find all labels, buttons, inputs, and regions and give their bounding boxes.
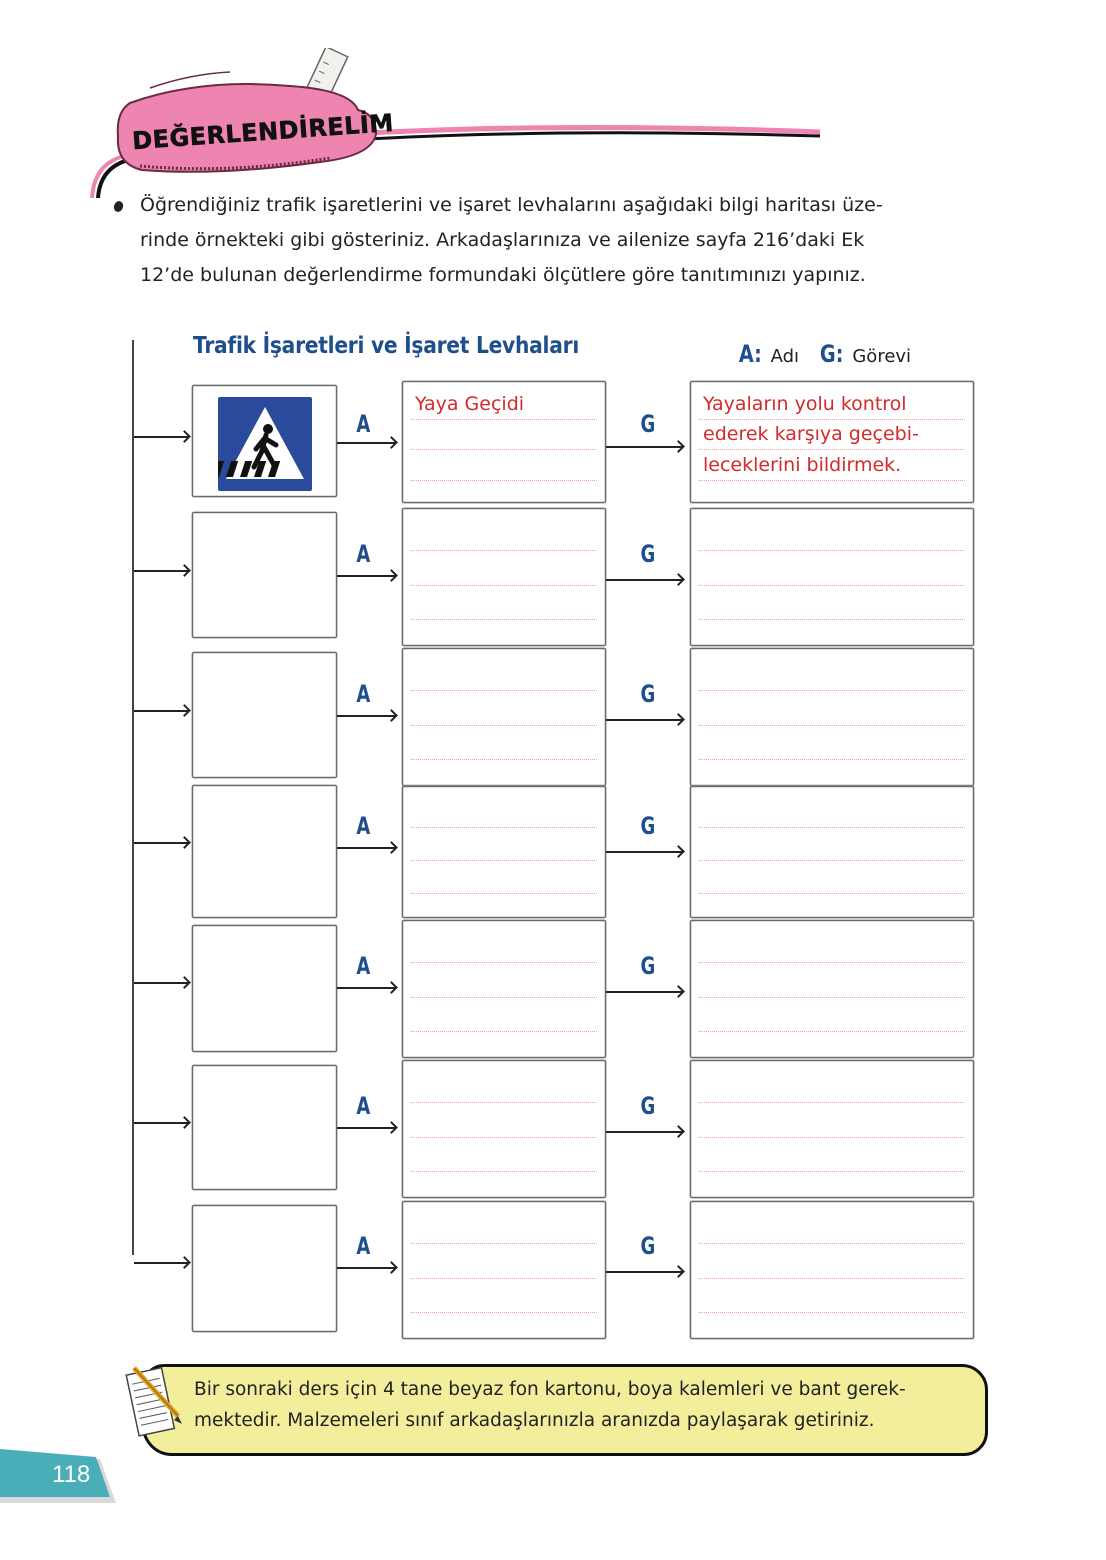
sign-image-box[interactable] bbox=[192, 1205, 337, 1332]
sign-name-field[interactable] bbox=[402, 381, 606, 503]
writing-rule bbox=[699, 585, 965, 586]
arrowhead-icon bbox=[385, 436, 398, 449]
writing-rule bbox=[411, 1243, 597, 1244]
name-marker: A bbox=[356, 680, 371, 708]
name-marker: A bbox=[356, 410, 371, 438]
arrowhead-icon bbox=[385, 1121, 398, 1134]
sign-name-field[interactable] bbox=[402, 786, 606, 918]
writing-rule bbox=[699, 1278, 965, 1279]
sign-duty-field[interactable] bbox=[690, 508, 974, 646]
note-text bbox=[194, 1374, 984, 1436]
duty-marker: G bbox=[640, 952, 656, 980]
writing-rule bbox=[411, 827, 597, 828]
name-marker: A bbox=[356, 952, 371, 980]
writing-rule bbox=[699, 1171, 965, 1172]
instruction-line-3: 12’de bulunan değerlendirme formundaki ölçütlere göre tanıtımınızı yapınız. bbox=[140, 264, 866, 286]
writing-rule bbox=[699, 480, 965, 481]
sign-name-field[interactable] bbox=[402, 1060, 606, 1198]
name-marker: A bbox=[356, 1232, 371, 1260]
writing-rule bbox=[699, 725, 965, 726]
writing-rule bbox=[411, 619, 597, 620]
instruction-line-1: Öğrendiğiniz trafik işaretlerini ve işaret levhalarını aşağıdaki bilgi haritası üze- bbox=[140, 194, 883, 216]
legend bbox=[736, 340, 923, 368]
duty-arrow-line bbox=[606, 446, 682, 448]
duty-marker: G bbox=[640, 1232, 656, 1260]
sign-duty-field[interactable] bbox=[690, 648, 974, 786]
writing-rule bbox=[411, 962, 597, 963]
sign-duty-answer-line: leceklerini bildirmek. bbox=[703, 454, 902, 476]
sign-name-field[interactable] bbox=[402, 648, 606, 786]
duty-arrow-line bbox=[606, 851, 682, 853]
name-marker: A bbox=[356, 540, 371, 568]
writing-rule bbox=[411, 690, 597, 691]
sign-image-box[interactable] bbox=[192, 385, 337, 497]
arrowhead-icon bbox=[385, 709, 398, 722]
arrowhead-icon bbox=[672, 845, 685, 858]
sign-image-box[interactable] bbox=[192, 512, 337, 638]
writing-rule bbox=[411, 550, 597, 551]
arrowhead-icon bbox=[672, 440, 685, 453]
duty-marker: G bbox=[640, 680, 656, 708]
writing-rule bbox=[411, 893, 597, 894]
writing-rule bbox=[411, 725, 597, 726]
writing-rule bbox=[699, 759, 965, 760]
arrowhead-icon bbox=[672, 713, 685, 726]
writing-rule bbox=[411, 1171, 597, 1172]
sign-name-answer: Yaya Geçidi bbox=[415, 393, 525, 415]
section-title: DEĞERLENDİRELİM bbox=[131, 108, 395, 156]
writing-rule bbox=[699, 619, 965, 620]
legend-key-duty: G: bbox=[819, 340, 844, 368]
writing-rule bbox=[699, 962, 965, 963]
duty-arrow-line bbox=[606, 579, 682, 581]
duty-arrow-line bbox=[606, 719, 682, 721]
arrowhead-icon bbox=[385, 1261, 398, 1274]
arrowhead-icon bbox=[178, 1116, 191, 1129]
sign-name-field[interactable] bbox=[402, 1201, 606, 1339]
writing-rule bbox=[411, 449, 597, 450]
arrowhead-icon bbox=[178, 1256, 191, 1269]
arrowhead-icon bbox=[178, 564, 191, 577]
writing-rule bbox=[411, 759, 597, 760]
map-trunk-line bbox=[132, 340, 134, 1255]
duty-marker: G bbox=[640, 410, 656, 438]
writing-rule bbox=[411, 1278, 597, 1279]
writing-rule bbox=[411, 860, 597, 861]
sign-image-box[interactable] bbox=[192, 652, 337, 778]
writing-rule bbox=[699, 827, 965, 828]
sign-image-box[interactable] bbox=[192, 785, 337, 918]
sign-duty-field[interactable] bbox=[690, 920, 974, 1058]
duty-arrow-line bbox=[606, 1271, 682, 1273]
sign-duty-field[interactable] bbox=[690, 786, 974, 918]
sign-duty-field[interactable] bbox=[690, 1060, 974, 1198]
writing-rule bbox=[699, 1031, 965, 1032]
concept-map-title: Trafik İşaretleri ve İşaret Levhaları bbox=[193, 333, 579, 359]
duty-marker: G bbox=[640, 540, 656, 568]
pedestrian-crossing-sign-icon bbox=[218, 397, 312, 491]
writing-rule bbox=[699, 1102, 965, 1103]
section-header-badge bbox=[80, 48, 840, 198]
writing-rule bbox=[699, 860, 965, 861]
duty-arrow-line bbox=[606, 1131, 682, 1133]
sign-image-box[interactable] bbox=[192, 925, 337, 1052]
page-number: 118 bbox=[52, 1461, 91, 1488]
arrowhead-icon bbox=[672, 985, 685, 998]
writing-rule bbox=[411, 1137, 597, 1138]
duty-arrow-line bbox=[606, 991, 682, 993]
arrowhead-icon bbox=[178, 430, 191, 443]
duty-marker: G bbox=[640, 812, 656, 840]
writing-rule bbox=[411, 419, 597, 420]
arrowhead-icon bbox=[672, 573, 685, 586]
arrowhead-icon bbox=[178, 704, 191, 717]
writing-rule bbox=[411, 1312, 597, 1313]
name-marker: A bbox=[356, 1092, 371, 1120]
bullet-icon bbox=[112, 200, 124, 213]
writing-rule bbox=[699, 1137, 965, 1138]
sign-name-field[interactable] bbox=[402, 920, 606, 1058]
writing-rule bbox=[411, 997, 597, 998]
legend-label-name: Adı bbox=[770, 346, 800, 367]
arrowhead-icon bbox=[385, 841, 398, 854]
legend-key-name: A: bbox=[738, 340, 762, 368]
duty-marker: G bbox=[640, 1092, 656, 1120]
arrowhead-icon bbox=[672, 1125, 685, 1138]
writing-rule bbox=[699, 419, 965, 420]
sign-duty-field[interactable] bbox=[690, 1201, 974, 1339]
sign-image-box[interactable] bbox=[192, 1065, 337, 1190]
writing-rule bbox=[699, 997, 965, 998]
arrowhead-icon bbox=[385, 569, 398, 582]
instruction-line-2: rinde örnekteki gibi gösteriniz. Arkadaşlarınıza ve ailenize sayfa 216’daki Ek bbox=[140, 229, 865, 251]
name-marker: A bbox=[356, 812, 371, 840]
page-number-tab bbox=[0, 1445, 120, 1505]
sign-duty-answer-line: ederek karşıya geçebi- bbox=[703, 423, 919, 445]
materials-note bbox=[120, 1360, 990, 1460]
writing-rule bbox=[699, 1243, 965, 1244]
notepad-pencil-icon bbox=[124, 1360, 184, 1440]
legend-label-duty: Görevi bbox=[852, 346, 912, 367]
writing-rule bbox=[411, 1031, 597, 1032]
arrowhead-icon bbox=[385, 981, 398, 994]
writing-rule bbox=[411, 1102, 597, 1103]
writing-rule bbox=[411, 480, 597, 481]
note-line-2: mektedir. Malzemeleri sınıf arkadaşlarınızla aranızda paylaşarak getiriniz. bbox=[194, 1410, 875, 1431]
sign-name-field[interactable] bbox=[402, 508, 606, 646]
sign-duty-answer-line: Yayaların yolu kontrol bbox=[703, 393, 907, 415]
writing-rule bbox=[411, 585, 597, 586]
writing-rule bbox=[699, 893, 965, 894]
arrowhead-icon bbox=[672, 1265, 685, 1278]
writing-rule bbox=[699, 449, 965, 450]
writing-rule bbox=[699, 550, 965, 551]
writing-rule bbox=[699, 690, 965, 691]
writing-rule bbox=[699, 1312, 965, 1313]
instructions bbox=[140, 188, 960, 293]
arrowhead-icon bbox=[178, 976, 191, 989]
note-line-1: Bir sonraki ders için 4 tane beyaz fon kartonu, boya kalemleri ve bant gerek- bbox=[194, 1379, 906, 1400]
arrowhead-icon bbox=[178, 836, 191, 849]
sign-duty-field[interactable] bbox=[690, 381, 974, 503]
